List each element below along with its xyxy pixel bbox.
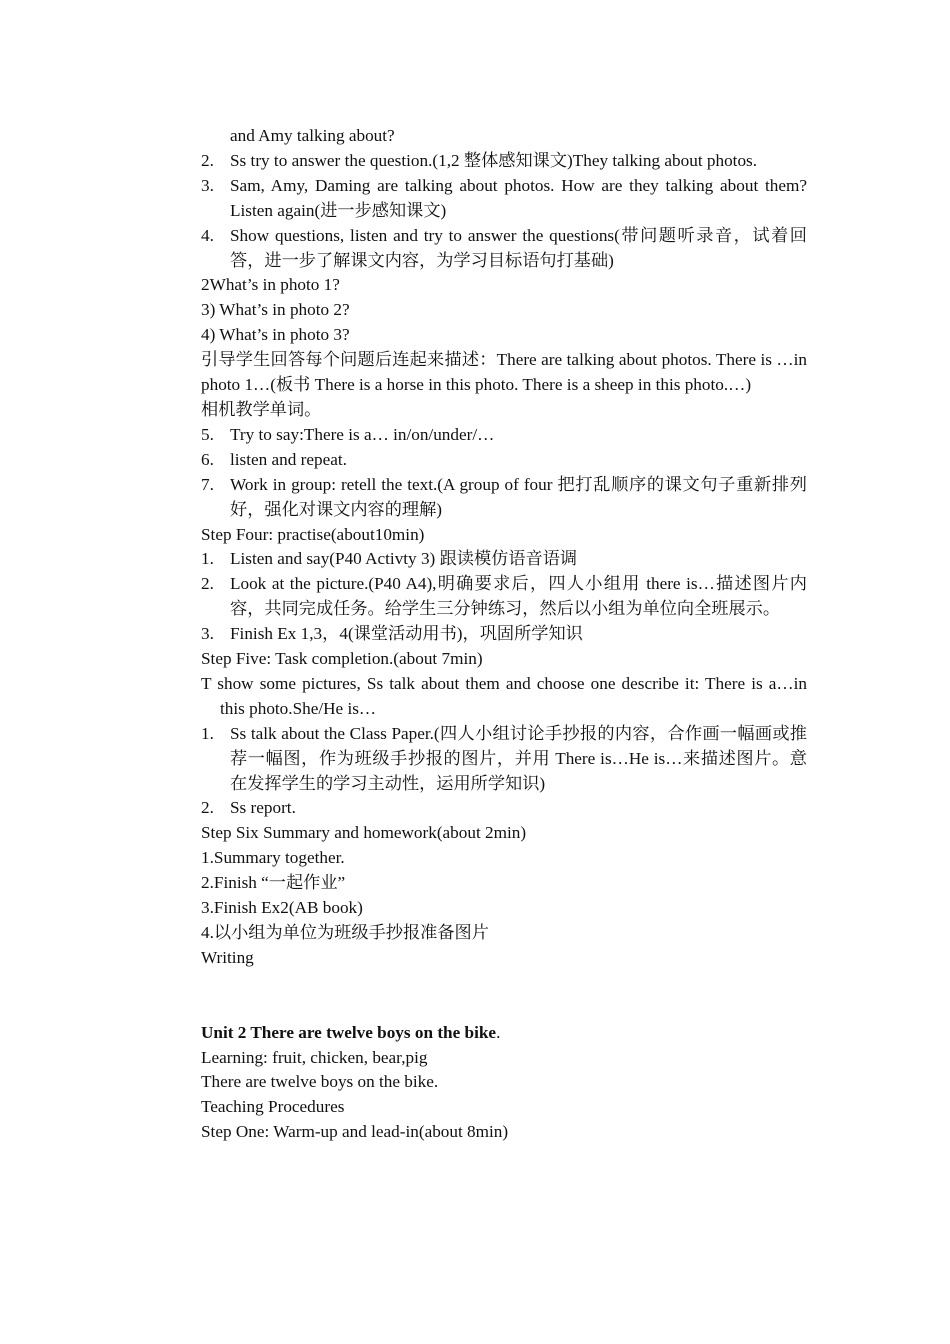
list-item (201, 473, 807, 523)
paragraph: Writing (201, 947, 254, 967)
paragraph: Learning: fruit, chicken, bear,pig (201, 1047, 428, 1067)
list-text: Finish Ex 1,3，4(课堂活动用书)，巩固所学知识 (230, 624, 583, 644)
list-number: 2. (201, 798, 214, 818)
paragraph: 4.以小组为单位为班级手抄报准备图片 (201, 923, 489, 942)
list-item (201, 622, 807, 647)
list-number: 6. (201, 449, 214, 469)
document-page (201, 124, 807, 1145)
list-number: 1. (201, 723, 214, 743)
paragraph: 3) What’s in photo 2? (201, 300, 350, 320)
paragraph: 3.Finish Ex2(AB book) (201, 898, 363, 918)
list-text: Listen and say(P40 Activty 3) 跟读模仿语音语调 (230, 549, 578, 569)
list-number: 3. (201, 624, 214, 644)
section-heading: Step Six Summary and homework(about 2min) (201, 823, 527, 843)
paragraph: 2.Finish “一起作业” (201, 873, 346, 893)
section-heading: Teaching Procedures (201, 1097, 345, 1117)
list-item (201, 423, 807, 448)
unit-title-text: Unit 2 There are twelve boys on the bike (201, 1022, 497, 1042)
list-item (201, 149, 807, 174)
list-item (201, 224, 807, 274)
list-item (201, 722, 807, 797)
list-number: 7. (201, 474, 214, 494)
list-item (201, 448, 807, 473)
list-number: 4. (201, 225, 214, 245)
list-number: 3. (201, 175, 214, 195)
list-item (201, 796, 807, 821)
list-item (201, 572, 807, 622)
list-item-continuation: and Amy talking about? (230, 126, 395, 145)
section-heading: Step Four: practise(about10min) (201, 524, 425, 544)
list-text: listen and repeat. (230, 449, 347, 469)
list-text: Work in group: retell the text.(A group of four 把打乱顺序的课文句子重新排列好，强化对课文内容的理解) (230, 474, 807, 519)
list-number: 5. (201, 424, 214, 444)
paragraph: 1.Summary together. (201, 848, 345, 868)
paragraph: 4) What’s in photo 3? (201, 325, 350, 345)
list-text: Try to say:There is a… in/on/under/… (230, 424, 495, 444)
spacer (201, 971, 807, 996)
list-text: Show questions, listen and try to answer the questions(带问题听录音，试着回答，进一步了解课文内容，为学习目标语句打基础) (230, 225, 807, 270)
list-text: Look at the picture.(P40 A4),明确要求后，四人小组用 there is…描述图片内容，共同完成任务。给学生三分钟练习，然后以小组为单位向全班展示。 (230, 574, 807, 619)
spacer (201, 996, 807, 1021)
paragraph: There are twelve boys on the bike. (201, 1072, 439, 1092)
paragraph: T show some pictures, Ss talk about them and choose one describe it: There is a…in this photo.She/He is… (201, 673, 807, 718)
unit-title-period: . (496, 1022, 501, 1042)
paragraph: 引导学生回答每个问题后连起来描述：There are talking about photos. There is …in photo 1…(板书 There is a horse in this photo. There is a sheep in this photo.…) (201, 350, 807, 395)
list-number: 1. (201, 549, 214, 569)
paragraph: 相机教学单词。 (201, 399, 322, 419)
paragraph: 2What’s in photo 1? (201, 275, 340, 295)
unit-title (201, 1021, 807, 1046)
list-number: 2. (201, 150, 214, 170)
section-heading: Step One: Warm-up and lead-in(about 8min) (201, 1122, 509, 1142)
list-text: Sam, Amy, Daming are talking about photos. How are they talking about them? Listen again(进一步感知课文) (230, 175, 807, 220)
section-heading: Step Five: Task completion.(about 7min) (201, 649, 483, 669)
list-text: Ss report. (230, 798, 296, 818)
list-item (201, 547, 807, 572)
list-text: Ss talk about the Class Paper.(四人小组讨论手抄报的内容，合作画一幅画或推荐一幅图，作为班级手抄报的图片，并用 There is…He is…来描述图片。意在发挥学生的学习主动性，运用所学知识) (230, 723, 807, 793)
list-number: 2. (201, 574, 214, 594)
list-text: Ss try to answer the question.(1,2 整体感知课文)They talking about photos. (230, 150, 758, 170)
list-item (201, 174, 807, 224)
